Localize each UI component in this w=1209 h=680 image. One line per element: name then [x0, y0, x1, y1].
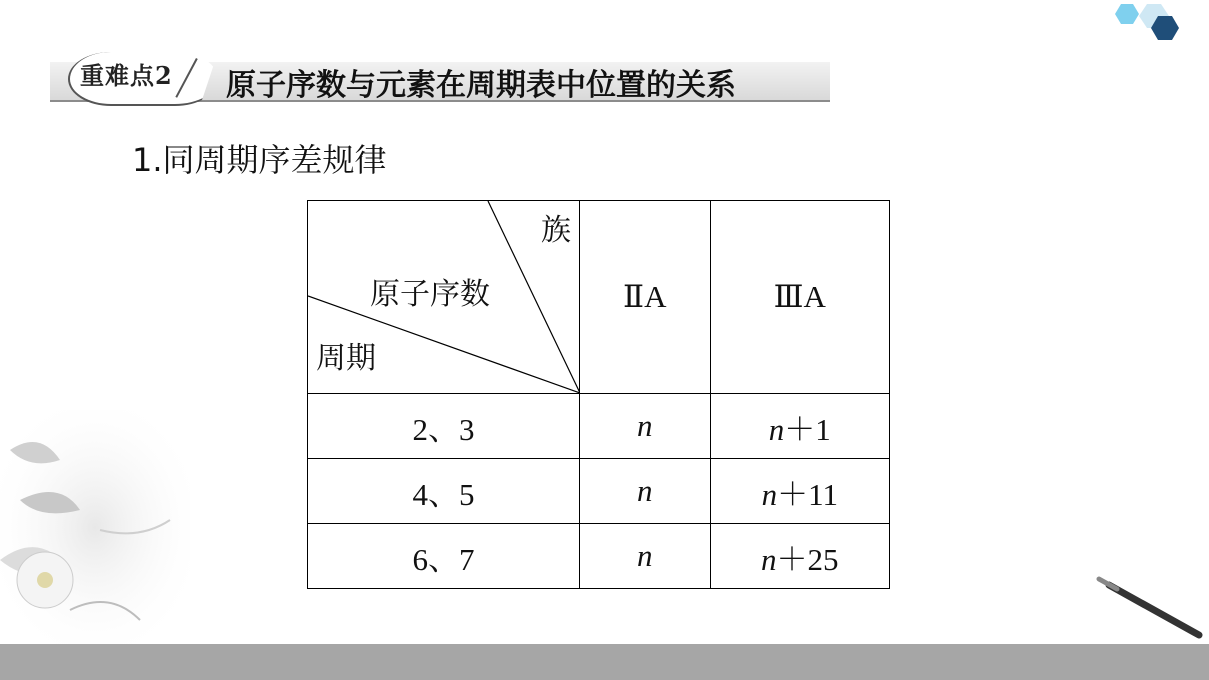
corner-label-group: 族 [540, 213, 571, 248]
iiia-offset: ＋1 [784, 411, 831, 447]
hexagon-cluster-icon [1111, 2, 1181, 44]
corner-label-period: 周期 [316, 341, 376, 376]
diagonal-corner-cell [308, 201, 580, 394]
iiia-variable: n [761, 476, 778, 512]
brush-pen-icon [1089, 575, 1209, 645]
section-heading: 1.同周期序差规律 [132, 141, 387, 179]
period-cell: 4、5 [308, 459, 580, 524]
iia-cell: n [579, 459, 710, 524]
iiia-cell [710, 524, 889, 589]
corner-label-atomic-number: 原子序数 [370, 277, 490, 312]
table-header-row [308, 201, 890, 394]
table-row [308, 459, 890, 524]
iiia-cell [710, 459, 889, 524]
column-header-iia: ⅡA [579, 201, 710, 394]
header-tag-label: 重难点2 [80, 61, 173, 90]
period-cell: 6、7 [308, 524, 580, 589]
table-row [308, 394, 890, 459]
iiia-offset: ＋11 [777, 476, 838, 512]
iia-cell: n [579, 524, 710, 589]
iiia-offset: ＋25 [776, 541, 839, 577]
table-row [308, 524, 890, 589]
bottom-bar [0, 644, 1209, 680]
iiia-variable: n [761, 541, 777, 577]
period-cell: 2、3 [308, 394, 580, 459]
page-title: 原子序数与元素在周期表中位置的关系 [226, 68, 736, 103]
period-difference-table [307, 200, 890, 589]
iiia-cell [710, 394, 889, 459]
flower-decoration [0, 410, 190, 645]
iia-cell: n [579, 394, 710, 459]
iiia-variable: n [768, 411, 785, 447]
column-header-iiia: ⅢA [710, 201, 889, 394]
